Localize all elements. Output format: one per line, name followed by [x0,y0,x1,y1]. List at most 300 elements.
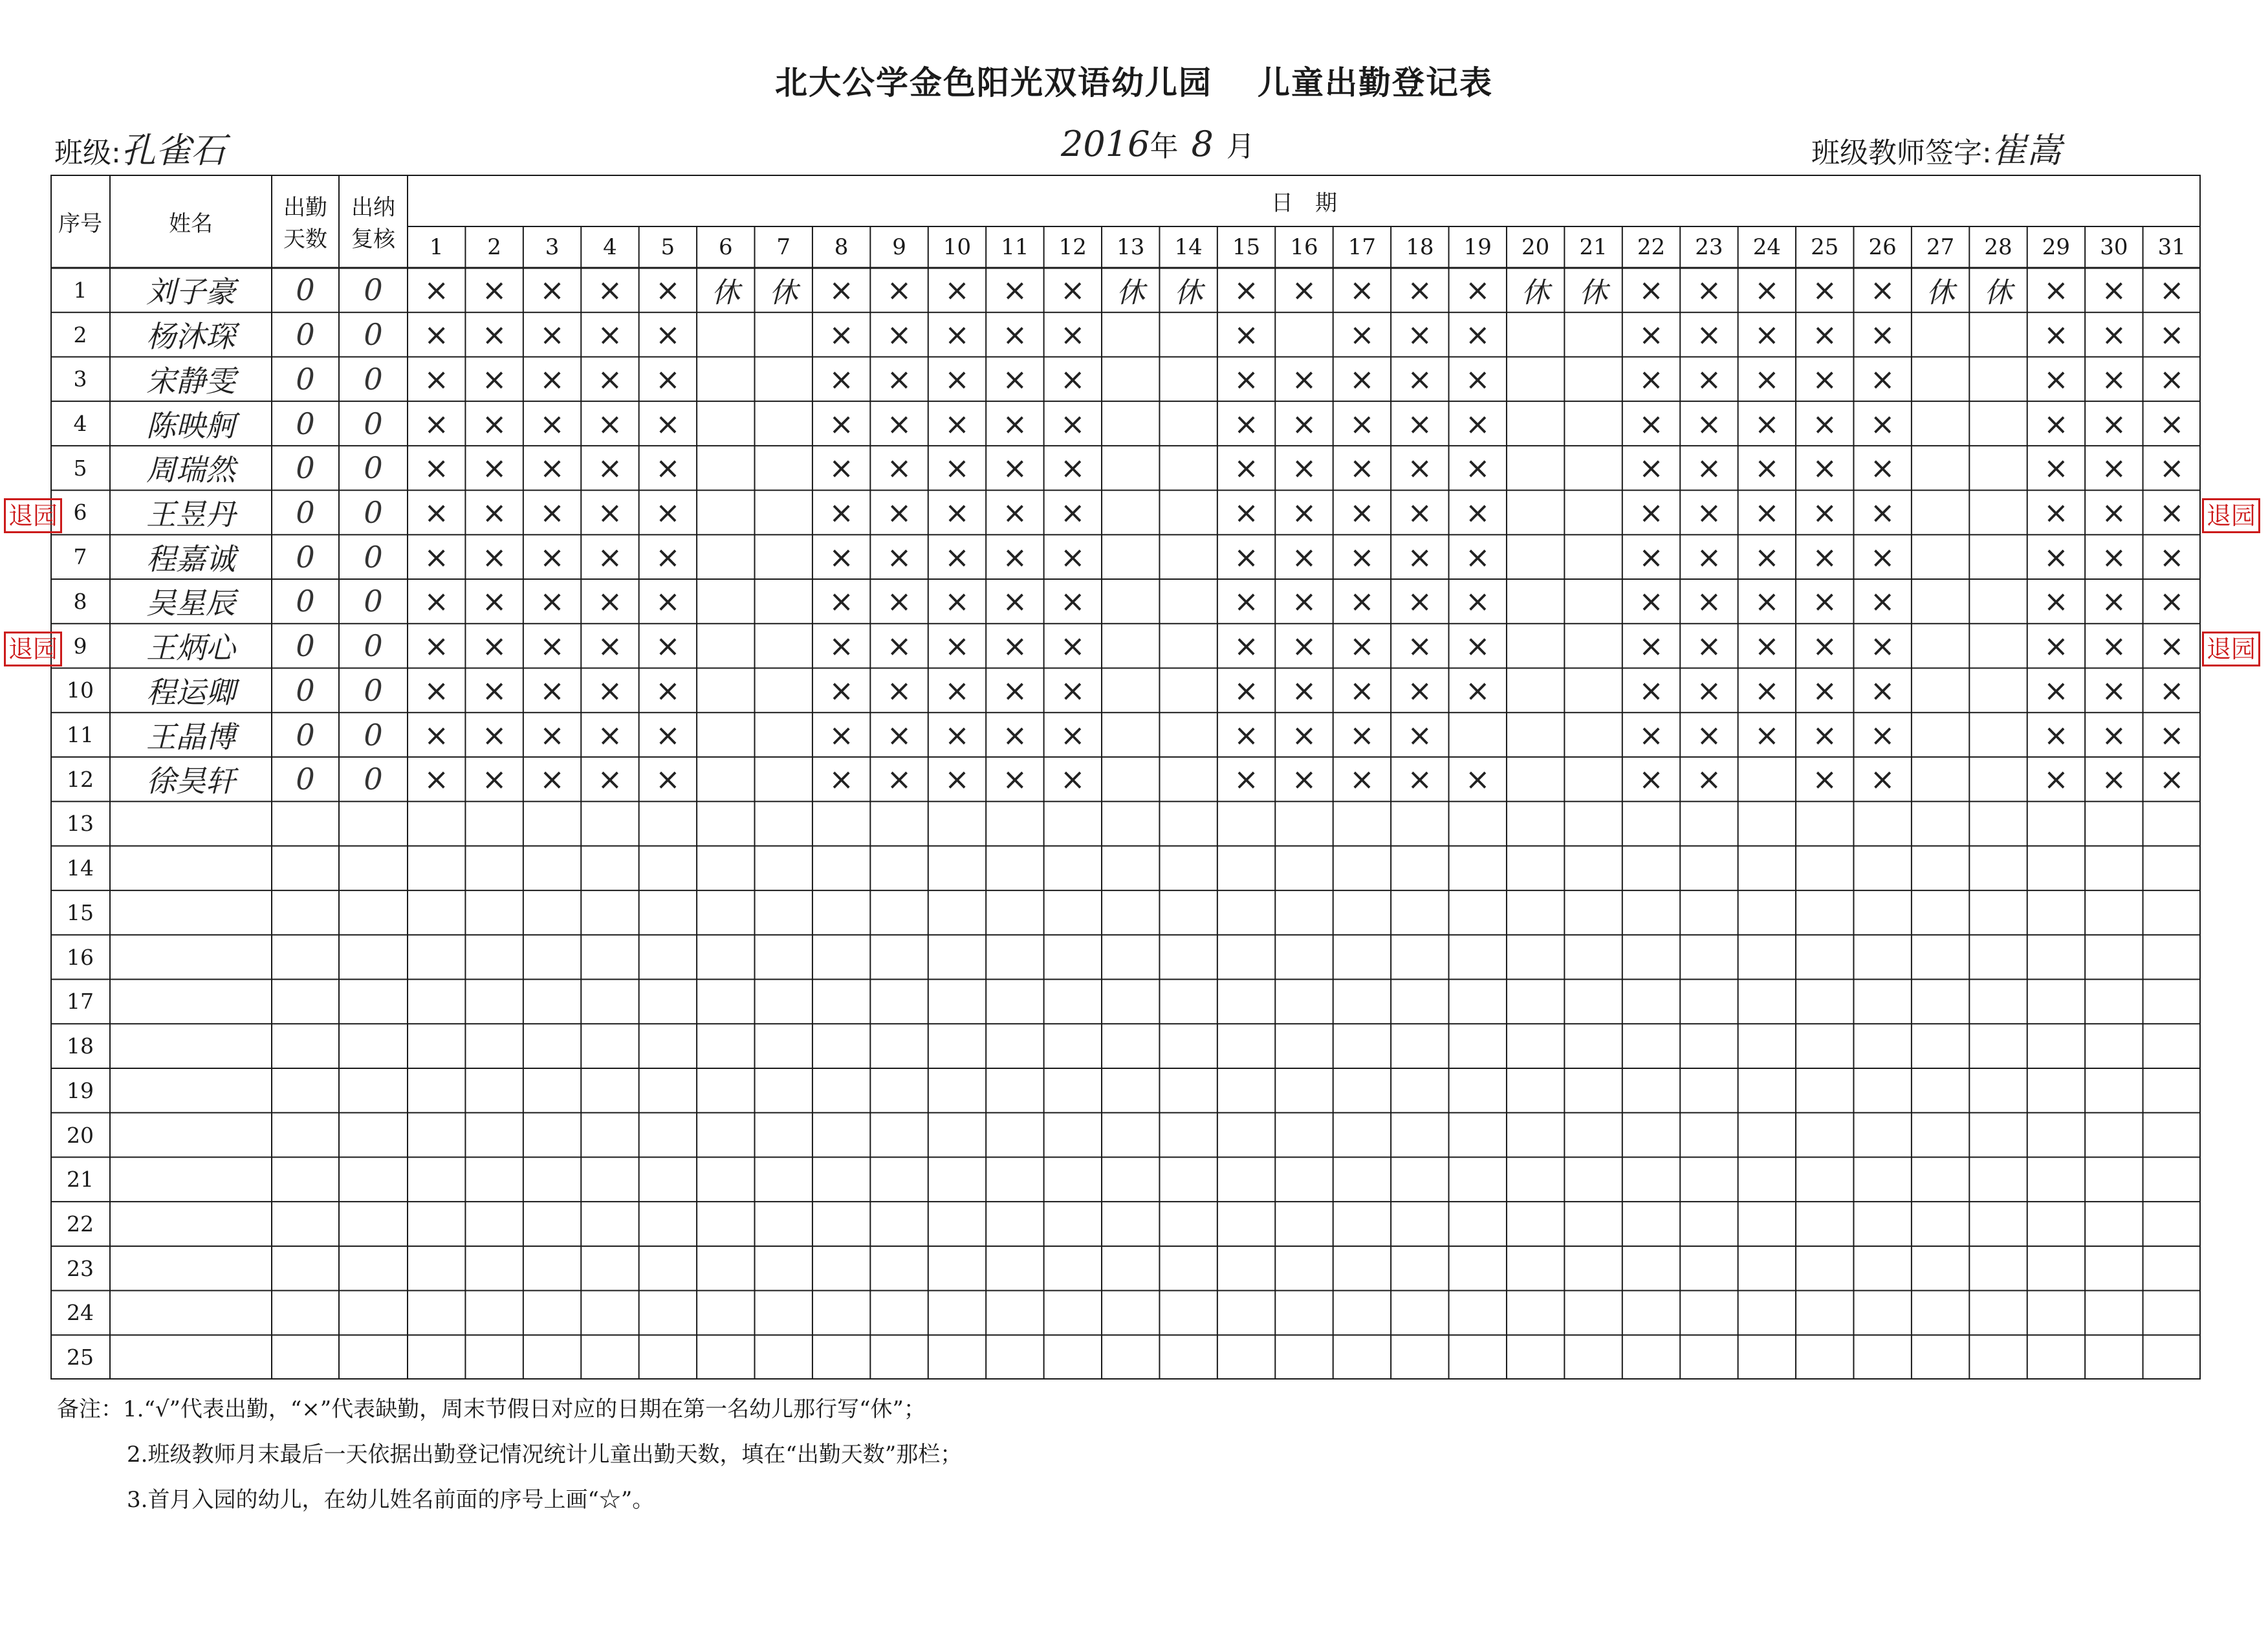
absent-mark: × [2101,762,2127,797]
absent-mark: × [1407,272,1433,308]
absent-mark: × [1639,494,1664,530]
absent-mark: × [2044,762,2069,797]
absent-mark: × [2101,272,2127,308]
row-seq: 19 [67,1077,94,1103]
absent-mark: × [886,717,912,753]
absent-mark: × [886,539,912,575]
absent-mark: × [944,717,970,753]
header-date-11: 11 [1001,234,1029,260]
absent-mark: × [1754,361,1780,397]
row-seq: 1 [73,277,87,303]
header-date-20: 20 [1521,234,1550,260]
absent-mark: × [829,494,854,530]
absent-mark: × [2044,494,2069,530]
absent-mark: × [944,628,970,664]
absent-mark: × [2101,628,2127,664]
absent-mark: × [1812,628,1838,664]
absent-mark: × [1349,539,1375,575]
absent-mark: × [655,717,681,753]
absent-mark: × [2101,672,2127,708]
header-date-9: 9 [892,234,906,260]
absent-mark: × [1291,539,1317,575]
absent-mark: × [597,494,623,530]
header-date-31: 31 [2157,234,2186,260]
teacher-label: 班级教师签字: [1811,137,1992,170]
absent-mark: × [1639,717,1664,753]
absent-mark: × [597,628,623,664]
absent-mark: × [2101,584,2127,619]
absent-mark: × [1870,317,1895,353]
absent-mark: × [1349,628,1375,664]
row-seq: 8 [73,588,87,614]
absent-mark: × [1060,361,1085,397]
absent-mark: × [1754,450,1780,486]
header-name: 姓名 [169,210,213,237]
header-date-23: 23 [1695,234,1723,260]
absent-mark: × [2159,406,2185,441]
absent-mark: × [1407,494,1433,530]
absent-mark: × [829,628,854,664]
row-seq: 4 [73,411,87,437]
absent-mark: × [1234,672,1259,708]
absent-mark: × [597,450,623,486]
absent-mark: × [1407,539,1433,575]
absent-mark: × [424,584,449,619]
absent-mark: × [1060,584,1085,619]
absent-mark: × [1696,406,1722,441]
absent-mark: × [1870,494,1895,530]
absent-mark: × [1696,272,1722,308]
absent-mark: × [1754,317,1780,353]
cashier-check: 0 [364,672,383,708]
absent-mark: × [829,762,854,797]
absent-mark: × [1349,272,1375,308]
absent-mark: × [655,539,681,575]
note-3: 3.首月入园的幼儿，在幼儿姓名前面的序号上画“☆”。 [127,1487,655,1513]
absent-mark: × [424,628,449,664]
cashier-check: 0 [364,450,383,486]
absent-mark: × [829,584,854,619]
absent-mark: × [829,361,854,397]
header-date-28: 28 [1984,234,2012,260]
absent-mark: × [1407,584,1433,619]
cashier-check: 0 [364,717,383,753]
holiday-mark: 休 [769,276,798,310]
absent-mark: × [2159,672,2185,708]
row-seq: 24 [67,1300,94,1326]
absent-mark: × [1234,272,1259,308]
absent-mark: × [1812,717,1838,753]
attendance-days: 0 [296,317,315,353]
absent-mark: × [424,494,449,530]
absent-mark: × [1465,628,1490,664]
holiday-mark: 休 [1926,276,1955,310]
absent-mark: × [540,717,565,753]
header-date-group: 日 期 [1271,190,1337,216]
absent-mark: × [1291,672,1317,708]
student-name: 王晶博 [146,719,235,754]
student-name: 周瑞然 [146,452,235,488]
absent-mark: × [655,272,681,308]
absent-mark: × [540,361,565,397]
absent-mark: × [481,717,507,753]
absent-mark: × [1002,628,1028,664]
absent-mark: × [944,539,970,575]
cashier-check: 0 [364,272,383,308]
attendance-days: 0 [296,361,315,397]
absent-mark: × [1870,539,1895,575]
absent-mark: × [1696,584,1722,619]
absent-mark: × [2044,317,2069,353]
absent-mark: × [1639,361,1664,397]
student-name: 杨沐琛 [146,319,235,355]
absent-mark: × [1639,450,1664,486]
class-label: 班级: [54,137,121,170]
absent-mark: × [540,628,565,664]
absent-mark: × [2159,361,2185,397]
absent-mark: × [1465,406,1490,441]
absent-mark: × [424,762,449,797]
absent-mark: × [1349,762,1375,797]
school-name: 北大公学金色阳光双语幼儿园 [775,64,1212,102]
absent-mark: × [2159,584,2185,619]
absent-mark: × [2044,272,2069,308]
absent-mark: × [481,762,507,797]
header-date-1: 1 [429,234,444,260]
absent-mark: × [886,272,912,308]
absent-mark: × [1870,672,1895,708]
absent-mark: × [1754,584,1780,619]
absent-mark: × [1407,406,1433,441]
absent-mark: × [2159,317,2185,353]
absent-mark: × [1754,406,1780,441]
absent-mark: × [1002,272,1028,308]
header-date-12: 12 [1058,234,1087,260]
absent-mark: × [1234,317,1259,353]
absent-mark: × [1754,494,1780,530]
absent-mark: × [886,361,912,397]
absent-mark: × [1639,406,1664,441]
absent-mark: × [2044,361,2069,397]
absent-mark: × [481,539,507,575]
header-check: 出纳 复核 [351,195,395,252]
row-seq: 20 [67,1122,94,1148]
absent-mark: × [1639,672,1664,708]
absent-mark: × [655,317,681,353]
header-date-6: 6 [718,234,733,260]
class-value: 孔雀石 [120,130,226,171]
absent-mark: × [1696,717,1722,753]
absent-mark: × [1465,539,1490,575]
absent-mark: × [1002,717,1028,753]
absent-mark: × [1639,584,1664,619]
holiday-mark: 休 [1984,276,2013,310]
absent-mark: × [1291,361,1317,397]
absent-mark: × [2044,717,2069,753]
absent-mark: × [886,450,912,486]
row-seq: 15 [67,899,94,925]
absent-mark: × [2044,450,2069,486]
header-date-2: 2 [487,234,501,260]
absent-mark: × [481,361,507,397]
absent-mark: × [1870,450,1895,486]
row-seq: 6 [73,500,87,525]
absent-mark: × [2159,450,2185,486]
attendance-days: 0 [296,584,315,619]
year-label: 年 [1150,130,1179,163]
absent-mark: × [1349,317,1375,353]
absent-mark: × [1060,717,1085,753]
row-seq: 14 [67,855,94,881]
absent-mark: × [886,406,912,441]
absent-mark: × [944,272,970,308]
absent-mark: × [1812,539,1838,575]
row-seq: 12 [67,766,94,792]
absent-mark: × [1407,672,1433,708]
cashier-check: 0 [364,494,383,530]
absent-mark: × [1812,406,1838,441]
absent-mark: × [424,317,449,353]
absent-mark: × [944,584,970,619]
absent-mark: × [829,717,854,753]
absent-mark: × [1060,494,1085,530]
absent-mark: × [1465,272,1490,308]
row-seq: 3 [73,366,87,392]
absent-mark: × [655,762,681,797]
absent-mark: × [2044,584,2069,619]
header-date-14: 14 [1174,234,1203,260]
absent-mark: × [540,584,565,619]
absent-mark: × [1234,762,1259,797]
absent-mark: × [1349,450,1375,486]
absent-mark: × [1349,406,1375,441]
absent-mark: × [540,494,565,530]
header-date-17: 17 [1347,234,1377,260]
absent-mark: × [1349,672,1375,708]
absent-mark: × [540,317,565,353]
absent-mark: × [1407,450,1433,486]
absent-mark: × [1812,272,1838,308]
absent-mark: × [655,450,681,486]
absent-mark: × [2044,406,2069,441]
absent-mark: × [2159,762,2185,797]
absent-mark: × [1002,361,1028,397]
absent-mark: × [1812,361,1838,397]
absent-mark: × [2101,494,2127,530]
absent-mark: × [1407,628,1433,664]
absent-mark: × [424,272,449,308]
absent-mark: × [1234,450,1259,486]
header-date-3: 3 [545,234,560,260]
row-seq: 10 [67,677,94,703]
absent-mark: × [886,762,912,797]
absent-mark: × [1870,584,1895,619]
absent-mark: × [655,361,681,397]
absent-mark: × [1696,450,1722,486]
absent-mark: × [944,494,970,530]
absent-mark: × [1407,317,1433,353]
student-name: 徐昊轩 [146,764,235,799]
absent-mark: × [1060,539,1085,575]
cashier-check: 0 [364,584,383,619]
attendance-days: 0 [296,628,315,664]
absent-mark: × [1870,628,1895,664]
absent-mark: × [2159,628,2185,664]
absent-mark: × [2044,628,2069,664]
absent-mark: × [886,494,912,530]
absent-mark: × [886,317,912,353]
row-seq: 9 [73,633,87,659]
absent-mark: × [1465,762,1490,797]
attendance-days: 0 [296,762,315,797]
absent-mark: × [597,272,623,308]
absent-mark: × [1349,584,1375,619]
absent-mark: × [944,406,970,441]
absent-mark: × [1349,494,1375,530]
header-date-5: 5 [660,234,675,260]
absent-mark: × [2101,450,2127,486]
absent-mark: × [1407,762,1433,797]
absent-mark: × [1407,717,1433,753]
absent-mark: × [1234,361,1259,397]
absent-mark: × [1870,717,1895,753]
absent-mark: × [424,361,449,397]
header-date-30: 30 [2100,234,2128,260]
absent-mark: × [1060,628,1085,664]
attendance-days: 0 [296,672,315,708]
absent-mark: × [1696,762,1722,797]
header-date-15: 15 [1232,234,1261,260]
row-seq: 13 [67,811,94,837]
absent-mark: × [1002,317,1028,353]
absent-mark: × [2159,717,2185,753]
left-withdraw-note: 退园 [4,498,62,533]
header-date-25: 25 [1811,234,1839,260]
absent-mark: × [2101,406,2127,441]
row-seq: 17 [67,989,94,1015]
absent-mark: × [597,717,623,753]
absent-mark: × [2101,317,2127,353]
student-name: 程运卿 [146,674,235,710]
header-date-13: 13 [1117,234,1145,260]
absent-mark: × [944,317,970,353]
absent-mark: × [944,762,970,797]
absent-mark: × [1870,762,1895,797]
header-date-19: 19 [1463,234,1492,260]
absent-mark: × [1234,717,1259,753]
absent-mark: × [1465,672,1490,708]
cashier-check: 0 [364,361,383,397]
header-date-22: 22 [1637,234,1666,260]
absent-mark: × [540,272,565,308]
absent-mark: × [1696,494,1722,530]
absent-mark: × [1002,539,1028,575]
absent-mark: × [1060,672,1085,708]
student-name: 王炳心 [146,630,235,666]
header-date-26: 26 [1868,234,1897,260]
attendance-days: 0 [296,406,315,441]
absent-mark: × [424,539,449,575]
class-field [54,123,226,173]
row-seq: 5 [73,455,87,481]
absent-mark: × [1291,584,1317,619]
absent-mark: × [655,584,681,619]
absent-mark: × [1465,450,1490,486]
absent-mark: × [1639,539,1664,575]
row-seq: 11 [67,722,94,748]
absent-mark: × [597,361,623,397]
absent-mark: × [1060,762,1085,797]
absent-mark: × [1060,450,1085,486]
row-seq: 22 [67,1211,94,1237]
header-date-24: 24 [1752,234,1781,260]
absent-mark: × [540,450,565,486]
absent-mark: × [1639,272,1664,308]
absent-mark: × [1234,628,1259,664]
header-date-7: 7 [776,234,791,260]
absent-mark: × [1754,539,1780,575]
absent-mark: × [481,406,507,441]
absent-mark: × [1870,406,1895,441]
absent-mark: × [424,406,449,441]
date-field [1061,123,1255,164]
absent-mark: × [1812,450,1838,486]
absent-mark: × [829,450,854,486]
absent-mark: × [481,672,507,708]
absent-mark: × [481,628,507,664]
absent-mark: × [2044,539,2069,575]
absent-mark: × [1291,272,1317,308]
absent-mark: × [597,539,623,575]
absent-mark: × [2101,717,2127,753]
document-title [0,57,2268,104]
absent-mark: × [540,672,565,708]
absent-mark: × [424,672,449,708]
absent-mark: × [1002,450,1028,486]
absent-mark: × [597,672,623,708]
teacher-field [1811,123,2062,173]
absent-mark: × [1696,317,1722,353]
absent-mark: × [1696,628,1722,664]
absent-mark: × [1754,272,1780,308]
absent-mark: × [1002,762,1028,797]
absent-mark: × [1696,361,1722,397]
holiday-mark: 休 [711,276,740,310]
absent-mark: × [886,672,912,708]
header-date-27: 27 [1926,234,1955,260]
absent-mark: × [886,584,912,619]
absent-mark: × [1349,361,1375,397]
absent-mark: × [829,539,854,575]
row-seq: 7 [73,544,87,570]
absent-mark: × [655,672,681,708]
form-name: 儿童出勤登记表 [1258,64,1493,102]
absent-mark: × [1696,539,1722,575]
absent-mark: × [829,272,854,308]
holiday-mark: 休 [1174,276,1203,310]
absent-mark: × [829,317,854,353]
absent-mark: × [1234,539,1259,575]
student-name: 吴星辰 [146,586,235,621]
holiday-mark: 休 [1521,276,1550,310]
absent-mark: × [1060,272,1085,308]
attendance-days: 0 [296,539,315,575]
row-seq: 25 [67,1345,94,1370]
absent-mark: × [1291,628,1317,664]
absent-mark: × [1291,450,1317,486]
row-seq: 18 [67,1033,94,1059]
absent-mark: × [1812,584,1838,619]
